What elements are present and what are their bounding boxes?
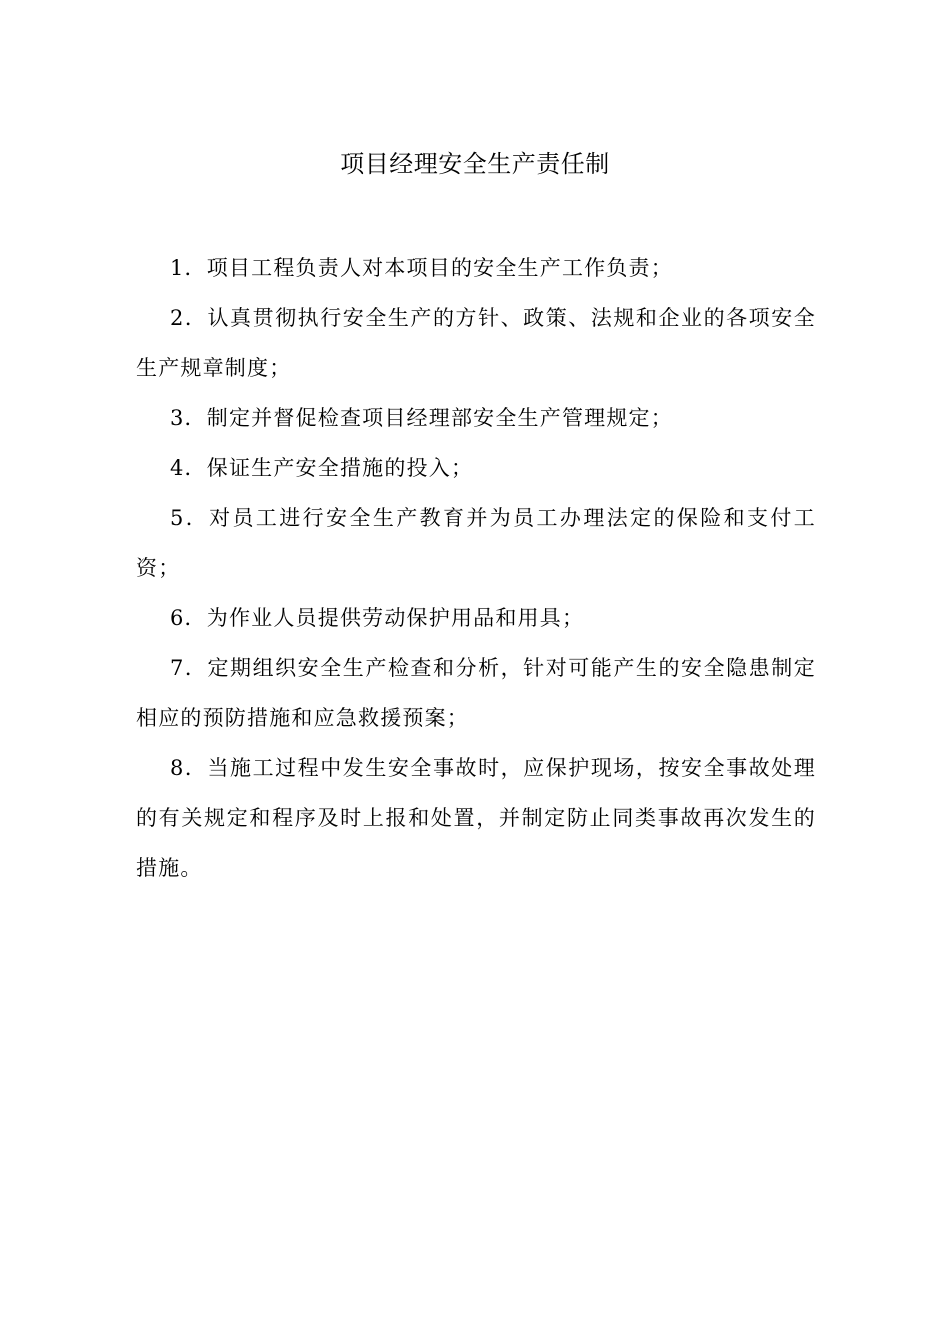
responsibility-item-7: 7．定期组织安全生产检查和分析，针对可能产生的安全隐患制定相应的预防措施和应急救援预案； [136, 656, 816, 730]
responsibility-item-8: 8．当施工过程中发生安全事故时，应保护现场，按安全事故处理的有关规定和程序及时上报和处置，并制定防止同类事故再次发生的措施。 [136, 756, 816, 880]
responsibility-item-1: 1．项目工程负责人对本项目的安全生产工作负责； [170, 256, 673, 280]
responsibility-item-5: 5．对员工进行安全生产教育并为员工办理法定的保险和支付工资； [136, 506, 816, 580]
responsibility-list [136, 243, 816, 893]
responsibility-item-6: 6．为作业人员提供劳动保护用品和用具； [170, 606, 585, 630]
responsibility-item-2: 2．认真贯彻执行安全生产的方针、政策、法规和企业的各项安全生产规章制度； [136, 306, 816, 380]
document-title: 项目经理安全生产责任制 [340, 150, 610, 178]
responsibility-item-4: 4．保证生产安全措施的投入； [170, 456, 474, 480]
responsibility-item-3: 3．制定并督促检查项目经理部安全生产管理规定； [170, 406, 673, 430]
